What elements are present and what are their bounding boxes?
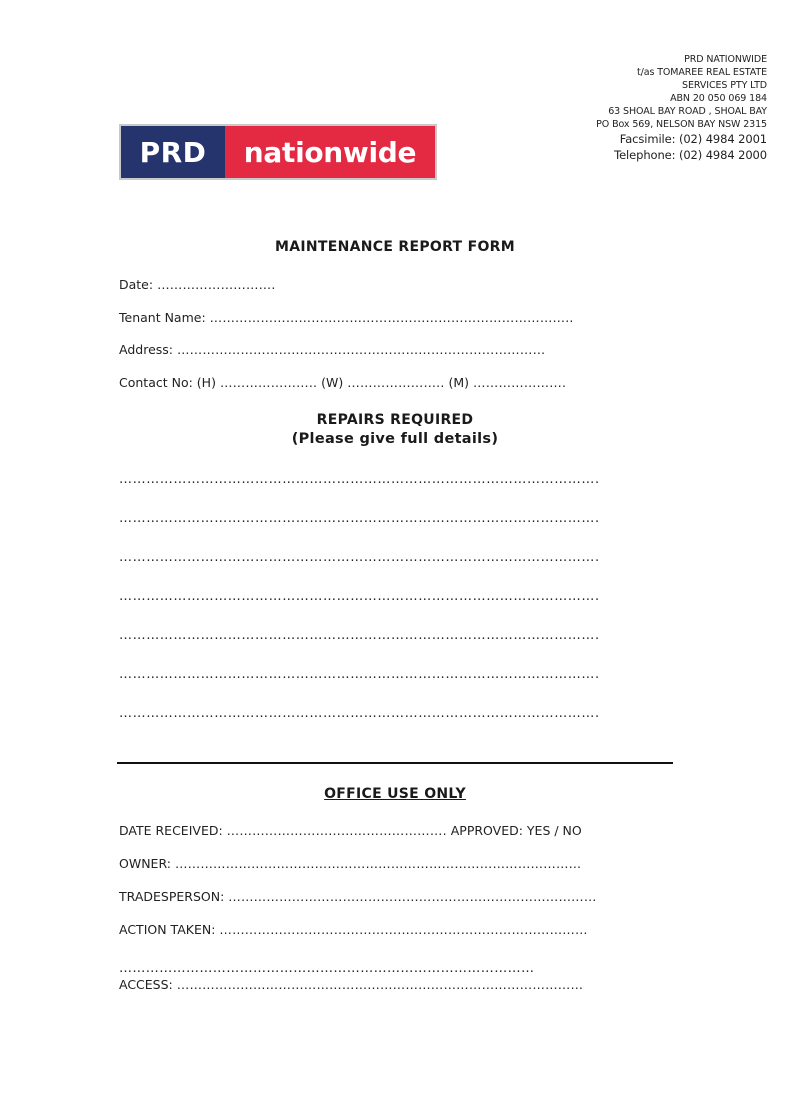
repairs-line[interactable]: …………………………………………………………………………………………….	[119, 589, 600, 604]
date-received-label: DATE RECEIVED:	[119, 823, 223, 838]
contact-work-dots: …………………..	[347, 375, 445, 390]
action-taken-label: ACTION TAKEN:	[119, 922, 216, 937]
agency-line: PO Box 569, NELSON BAY NSW 2315	[596, 119, 767, 130]
tradesperson-label: TRADESPERSON:	[119, 889, 225, 904]
office-use-title: OFFICE USE ONLY	[324, 786, 466, 802]
agency-line: ABN 20 050 069 184	[670, 93, 767, 104]
owner-field[interactable]	[119, 856, 581, 871]
tradesperson-dots: ……………………………………………………………………………	[228, 889, 597, 904]
date-field[interactable]	[119, 277, 276, 292]
access-dots: ……………………………………………………………………………………	[176, 977, 584, 992]
repairs-line[interactable]: …………………………………………………………………………………………….	[119, 667, 600, 682]
tradesperson-field[interactable]	[119, 889, 597, 904]
date-label: Date:	[119, 277, 154, 292]
tenant-name-label: Tenant Name:	[119, 310, 206, 325]
address-label: Address:	[119, 342, 173, 357]
agency-telephone: Telephone: (02) 4984 2000	[614, 148, 767, 162]
date-received-dots: …………………………………………….	[226, 823, 447, 838]
owner-dots: ……………………………………………………………………………………	[174, 856, 582, 871]
address-dots: ……………………………………………………………………………	[176, 342, 546, 357]
repairs-line[interactable]: …………………………………………………………………………………………….	[119, 472, 600, 487]
agency-line: PRD NATIONWIDE	[684, 54, 767, 65]
access-label: ACCESS:	[119, 977, 173, 992]
approved-label: APPROVED: YES / NO	[450, 823, 582, 838]
section-divider	[117, 762, 673, 764]
owner-label: OWNER:	[119, 856, 171, 871]
tenant-name-dots: …………………………………………………………………………..	[209, 310, 574, 325]
date-dots: ……………………….	[157, 277, 276, 292]
logo-nationwide: nationwide	[225, 126, 435, 178]
date-received-field[interactable]	[119, 823, 582, 838]
agency-facsimile: Facsimile: (02) 4984 2001	[619, 132, 767, 146]
address-field[interactable]	[119, 342, 545, 357]
access-field[interactable]	[119, 977, 583, 992]
action-taken-extra-line[interactable]: …………………………………………………………………………………	[119, 961, 535, 976]
form-title: MAINTENANCE REPORT FORM	[275, 239, 515, 255]
prd-nationwide-logo	[119, 124, 437, 180]
action-taken-dots: ……………………………………………………………………………	[219, 922, 588, 937]
repairs-line[interactable]: …………………………………………………………………………………………….	[119, 550, 600, 565]
agency-line: 63 SHOAL BAY ROAD , SHOAL BAY	[608, 106, 767, 117]
contact-mobile-label: (M)	[448, 375, 470, 390]
repairs-line[interactable]: …………………………………………………………………………………………….	[119, 511, 600, 526]
contact-label: Contact No: (H)	[119, 375, 216, 390]
contact-field[interactable]	[119, 375, 566, 390]
repairs-subtitle: (Please give full details)	[291, 431, 499, 447]
agency-line: SERVICES PTY LTD	[682, 80, 767, 91]
contact-home-dots: …………………..	[219, 375, 318, 390]
tenant-name-field[interactable]	[119, 310, 574, 325]
agency-line: t/as TOMAREE REAL ESTATE	[637, 67, 767, 78]
repairs-line[interactable]: …………………………………………………………………………………………….	[119, 706, 600, 721]
action-taken-field[interactable]	[119, 922, 588, 937]
repairs-line[interactable]: …………………………………………………………………………………………….	[119, 628, 600, 643]
logo-prd: PRD	[121, 126, 225, 178]
repairs-title: REPAIRS REQUIRED	[316, 412, 474, 428]
contact-work-label: (W)	[321, 375, 344, 390]
contact-mobile-dots: ………………….	[473, 375, 567, 390]
agency-details	[596, 53, 767, 163]
